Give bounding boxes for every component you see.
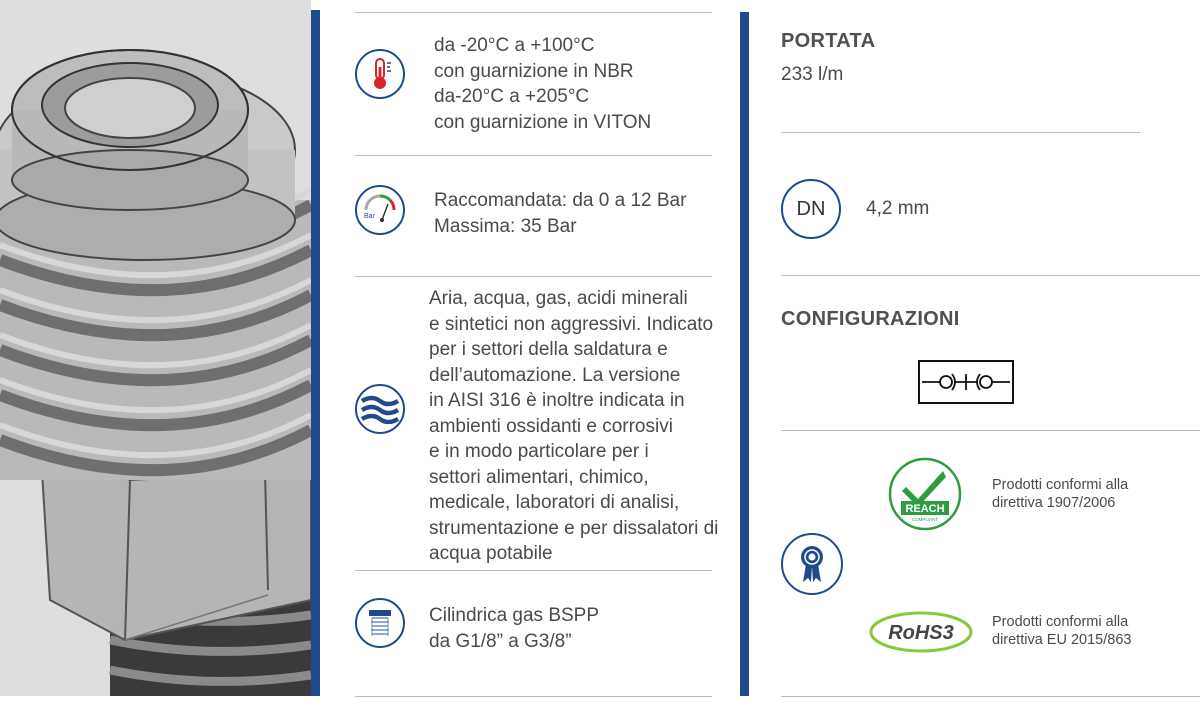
divider-line (781, 430, 1200, 431)
divider-line (355, 570, 712, 571)
divider-line (355, 696, 712, 697)
divider-line (781, 696, 1200, 697)
dn-badge (781, 179, 841, 239)
pressure-text: Raccomandata: da 0 a 12 Bar Massima: 35 Bar (434, 190, 687, 237)
rohs-logo (869, 611, 973, 653)
rohs-logo-text: RoHS3 (888, 622, 954, 644)
reach-logo-text: REACH (905, 503, 945, 515)
divider-line (781, 275, 1200, 276)
fluid-waves-icon (355, 384, 405, 434)
pressure-gauge-icon (355, 185, 405, 235)
thread-text: Cilindrica gas BSPP da G1/8” a G3/8” (429, 605, 600, 652)
thermometer-icon (355, 49, 405, 99)
reach-text: Prodotti conformi alla direttiva 1907/2006 (992, 477, 1129, 511)
temperature-range-text: da -20°C a +100°C con guarnizione in NBR da-20°C a +205°C con guarnizione in VITON (434, 35, 652, 133)
center-blue-bar (740, 12, 749, 696)
valve-symbol-icon (918, 360, 1014, 404)
fluids-text: Aria, acqua, gas, acidi minerali e sintetici non aggressivi. Indicato per i settori della saldatura e dell’automazione. La versione in AISI 316 è inoltre indicata in ambienti ossidanti e corrosivi e in modo particolare per i settori alimentari, chimico, medicale, laboratori di analisi, strumentazione e per dissalatori di acqua potabile (429, 288, 719, 564)
product-image (0, 0, 311, 696)
flow-value: 233 l/m (781, 64, 844, 85)
rohs-text: Prodotti conformi alla direttiva EU 2015/863 (992, 614, 1132, 648)
dn-value: 4,2 mm (866, 198, 930, 219)
gauge-label: Bar (364, 213, 375, 220)
award-ribbon-icon (781, 533, 843, 595)
reach-logo-subtext: COMPLIANT (911, 517, 939, 522)
left-blue-bar (311, 10, 320, 696)
divider-line (355, 155, 712, 156)
configurations-heading: CONFIGURAZIONI (781, 308, 960, 330)
dn-badge-label: DN (796, 197, 826, 220)
divider-line (355, 12, 712, 13)
flow-heading: PORTATA (781, 30, 876, 52)
divider-line (781, 132, 1140, 133)
fitting-illustration (0, 0, 311, 696)
reach-logo (888, 457, 962, 531)
thread-icon (355, 598, 405, 648)
divider-line (355, 276, 712, 277)
